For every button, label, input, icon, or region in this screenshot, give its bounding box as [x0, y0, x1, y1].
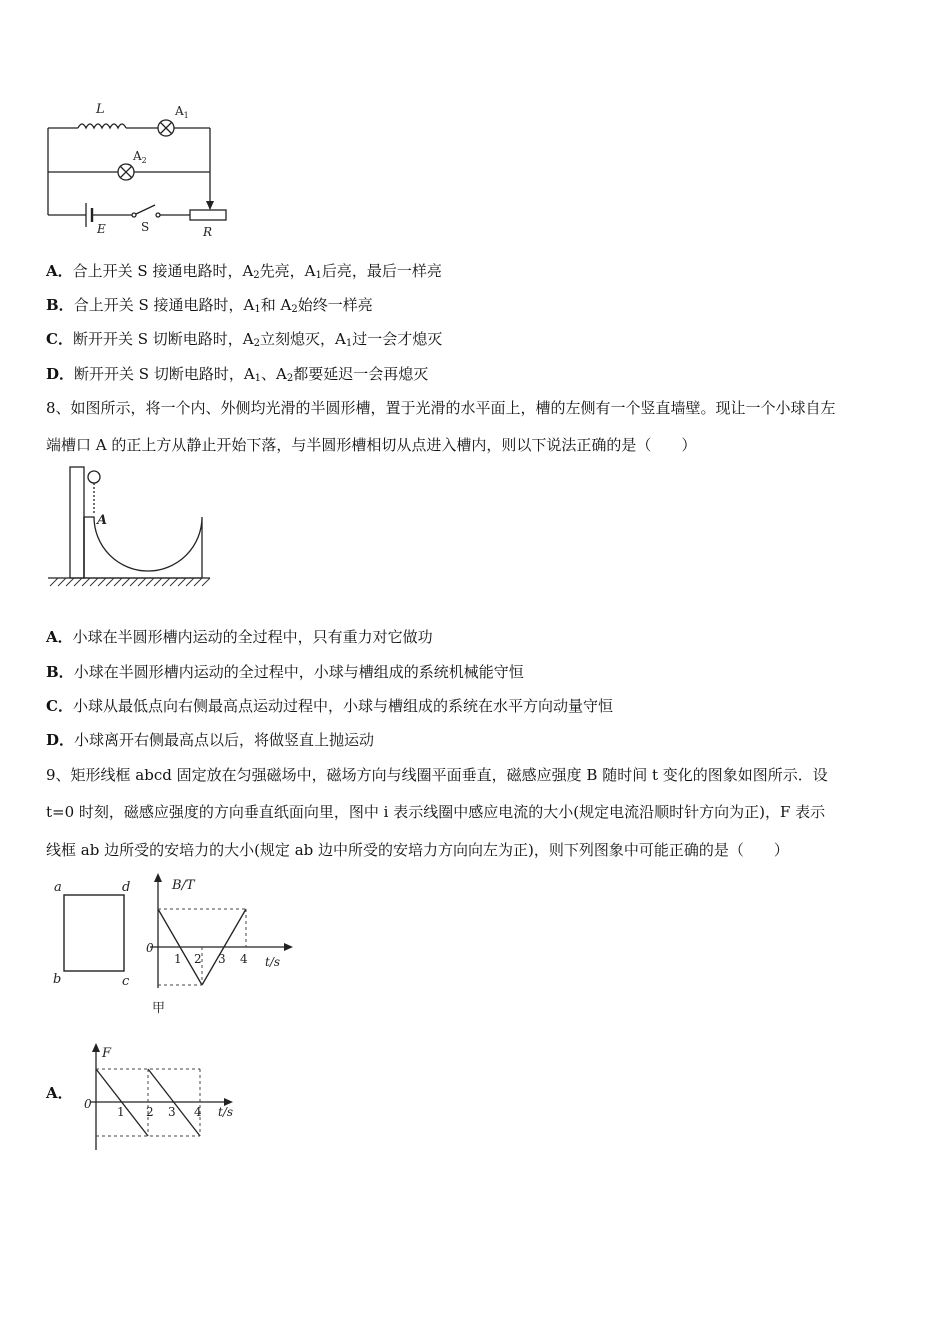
- q8-stem-line-2: 端槽口 A 的正上方从静止开始下落，与半圆形槽相切从点进入槽内，则以下说法正确的是（ ）: [46, 436, 697, 454]
- f-t-graph-option-a[interactable]: [78, 1040, 248, 1155]
- origin-label-a: 0: [84, 1097, 92, 1111]
- t-axis-label-a: t/s: [218, 1105, 234, 1119]
- q8-option-b[interactable]: B．小球在半圆形槽内运动的全过程中，小球与槽组成的系统机械能守恒: [46, 663, 524, 681]
- corner-a-label: a: [54, 880, 62, 895]
- corner-c-label: c: [122, 974, 130, 989]
- q8-option-a[interactable]: A．小球在半圆形槽内运动的全过程中，只有重力对它做功: [46, 628, 433, 646]
- q8-option-d[interactable]: D．小球离开右侧最高点以后，将做竖直上抛运动: [46, 731, 375, 749]
- q9-stem-line-2: t=0 时刻，磁感应强度的方向垂直纸面向里，图中 i 表示线圈中感应电流的大小(规定电流沿顺时针方向为正)，F 表示: [46, 803, 826, 821]
- origin-label: 0: [146, 941, 154, 955]
- rheostat-label: R: [203, 225, 213, 239]
- q9-option-a-label[interactable]: A．: [46, 1084, 73, 1102]
- tick-1: 1: [174, 952, 182, 966]
- b-t-graph: [140, 870, 300, 1020]
- tick-1-a: 1: [117, 1105, 125, 1119]
- b-axis-label: B/T: [172, 878, 195, 893]
- inductor-label: L: [96, 102, 105, 117]
- rectangle-loop-figure: [48, 875, 143, 995]
- q8-option-c[interactable]: C．小球从最低点向右侧最高点运动过程中，小球与槽组成的系统在水平方向动量守恒: [46, 697, 613, 715]
- corner-d-label: d: [122, 880, 131, 895]
- tick-3-a: 3: [168, 1105, 176, 1119]
- tick-2-a: 2: [146, 1105, 154, 1119]
- q9-stem-line-3: 线框 ab 边所受的安培力的大小(规定 ab 边中所受的安培力方向向左为正)，则下列图象中可能正确的是（ ）: [46, 841, 789, 859]
- tick-2: 2: [194, 952, 202, 966]
- lamp-a2-label: $A_2$: [133, 149, 147, 165]
- tick-4: 4: [240, 952, 248, 966]
- f-axis-label: F: [102, 1046, 112, 1061]
- t-axis-label: t/s: [265, 955, 281, 969]
- graph-caption: 甲: [152, 1001, 166, 1016]
- half-pipe-figure: [44, 460, 214, 590]
- lamp-a1-label: $A_1$: [175, 104, 189, 120]
- q7-option-b[interactable]: B．合上开关 S 接通电路时，$A_1$和 $A_2$始终一样亮: [46, 296, 373, 315]
- tick-3: 3: [218, 952, 226, 966]
- battery-label: E: [97, 222, 106, 236]
- switch-label: S: [141, 220, 150, 234]
- q7-option-c[interactable]: C．断开开关 S 切断电路时，$A_2$立刻熄灭，$A_1$过一会才熄灭: [46, 330, 443, 349]
- tick-4-a: 4: [194, 1105, 202, 1119]
- q7-option-a[interactable]: A．合上开关 S 接通电路时，$A_2$先亮，$A_1$后亮，最后一样亮: [46, 262, 442, 281]
- corner-b-label: b: [53, 972, 62, 987]
- point-a-label: A: [97, 513, 108, 528]
- q8-stem-line-1: 8、如图所示，将一个内、外侧均光滑的半圆形槽，置于光滑的水平面上，槽的左侧有一个竖直墙壁。现让一个小球自左: [46, 399, 836, 417]
- q7-option-d[interactable]: D．断开开关 S 切断电路时，$A_1$、$A_2$都要延迟一会再熄灭: [46, 365, 429, 384]
- circuit-figure: [40, 95, 240, 245]
- q9-stem-line-1: 9、矩形线框 abcd 固定放在匀强磁场中，磁场方向与线圈平面垂直，磁感应强度 B 随时间 t 变化的图象如图所示．设: [46, 766, 828, 784]
